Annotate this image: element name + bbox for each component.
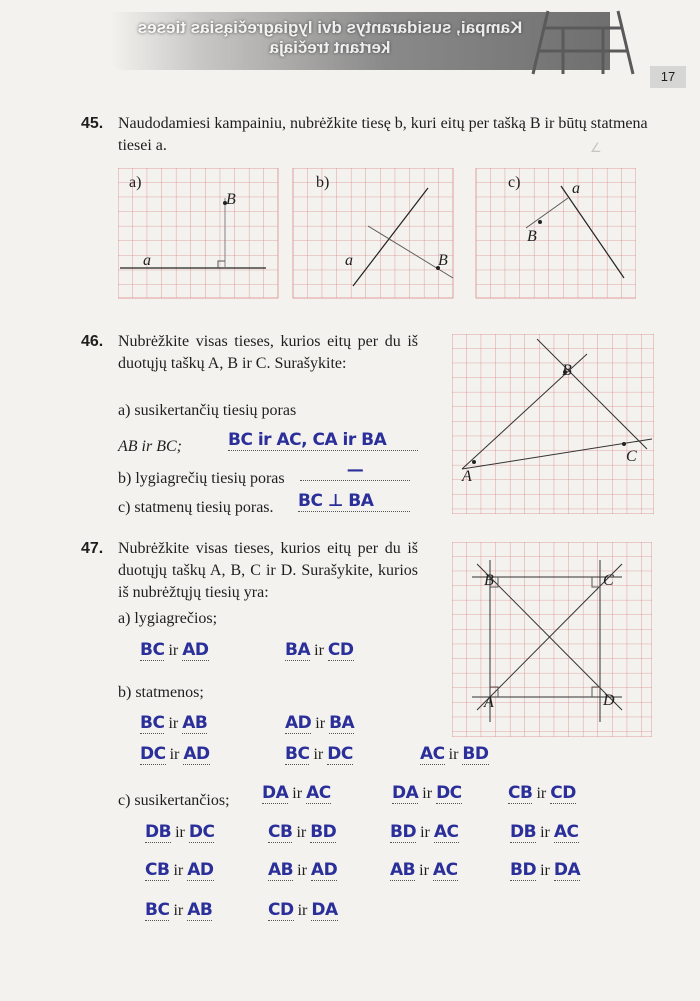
ex46-b-label: b) lygiagrečių tiesių poras [118, 470, 285, 487]
panel-c-point: B [527, 228, 537, 245]
answer-line-2: AD [187, 860, 214, 880]
intersecting-pair[interactable] [268, 822, 336, 844]
page-number: 17 [650, 66, 686, 88]
ex47-a-label: a) lygiagrečios; [118, 610, 218, 627]
ex46-a-given: AB ir BC; [118, 438, 182, 455]
ir-connector: ir [169, 902, 188, 919]
answer-line-1: BD [510, 860, 537, 880]
point-C: C [626, 448, 637, 465]
ir-connector: ir [536, 824, 554, 841]
answer-line-1: BC [140, 640, 165, 660]
ir-connector: ir [292, 824, 311, 841]
intersecting-pair[interactable] [510, 822, 579, 844]
exercise-text: Nubrėžkite visas tieses, kurios eitų per du iš duotųjų taškų A, B ir C. Surašykite: [118, 333, 418, 372]
answer-line-2: CD [550, 783, 576, 803]
exercise-number: 46. [81, 333, 104, 350]
chapter-title: Kampai, susidarantys dvi lygiagrečiąsias tieses kertant trečiaja [137, 18, 523, 57]
ex47-grid [452, 542, 652, 737]
answer-line-1: AD [285, 713, 312, 733]
point-D: D [603, 692, 615, 709]
exercise-number: 47. [81, 540, 104, 557]
ir-connector: ir [418, 785, 437, 802]
answer-line-1: DA [392, 783, 419, 803]
parallel-pair[interactable] [285, 640, 354, 662]
answer-line-2: DC [436, 783, 462, 803]
panel-c-label: c) [508, 174, 521, 191]
answer-line-1: BC [140, 713, 165, 733]
answer-line-1: CB [268, 822, 293, 842]
intersecting-pair[interactable] [268, 900, 338, 922]
bleed-through: ∠ [590, 140, 602, 155]
answer-line-1: DB [145, 822, 172, 842]
ir-connector: ir [444, 746, 463, 763]
ir-connector: ir [293, 862, 311, 879]
intersecting-pair[interactable] [145, 860, 214, 882]
exercise-text: Nubrėžkite visas tieses, kurios eitų per du iš duotųjų taškų A, B, C ir D. Surašykite, kurios iš nubrėžtųjų tiesių yra: [118, 540, 418, 601]
perpendicular-pair[interactable] [420, 744, 489, 766]
answer-line-1: CB [508, 783, 533, 803]
intersecting-pair[interactable] [268, 860, 337, 882]
panel-c-line: a [572, 180, 580, 197]
ir-connector: ir [293, 902, 312, 919]
ir-connector: ir [169, 862, 188, 879]
ir-connector: ir [536, 862, 554, 879]
answer-line-1: BC [285, 744, 310, 764]
ex46-grid [452, 334, 654, 514]
ir-connector: ir [164, 642, 183, 659]
ir-connector: ir [165, 746, 184, 763]
answer-line-2: BD [310, 822, 337, 842]
parallel-pair[interactable] [140, 640, 209, 662]
answer-line-2: AD [183, 744, 210, 764]
ir-connector: ir [416, 824, 434, 841]
ir-connector: ir [164, 715, 183, 732]
ir-connector: ir [311, 715, 330, 732]
intersecting-pair[interactable] [390, 860, 458, 882]
ladder-illustration [518, 6, 648, 76]
answer-line-2: DC [188, 822, 215, 842]
ex46-a-label: a) susikertančių tiesių poras [118, 402, 297, 419]
answer-line-1: BA [285, 640, 311, 660]
intersecting-pair[interactable] [390, 822, 459, 844]
answer-line-2: AB [187, 900, 213, 920]
ir-connector: ir [415, 862, 433, 879]
ex46-c-answer[interactable]: BC ⊥ BA [298, 491, 410, 512]
answer-line-2: AC [306, 783, 331, 803]
exercise-text: Naudodamiesi kampainiu, nubrėžkite tiesę b, kuri eitų per tašką B ir būtų statmena tiesei a. [118, 115, 648, 154]
point-B: B [562, 362, 572, 379]
ir-connector: ir [532, 785, 551, 802]
answer-line-1: DA [262, 783, 289, 803]
point-B: B [484, 572, 494, 589]
perpendicular-pair[interactable] [285, 744, 353, 766]
intersecting-pair[interactable] [145, 822, 214, 844]
panel-b-point: B [438, 252, 448, 269]
answer-line-2: AC [553, 822, 579, 842]
perpendicular-pair[interactable] [140, 744, 210, 766]
answer-line-2: BA [329, 713, 355, 733]
exercise-number: 45. [81, 115, 104, 132]
panel-a-point: B [226, 191, 236, 208]
answer-line-2: AD [182, 640, 209, 660]
point-A: A [462, 468, 472, 485]
perpendicular-pair[interactable] [285, 713, 354, 735]
grid-panel-a [118, 168, 278, 298]
panel-b-label: b) [316, 174, 330, 191]
intersecting-pair[interactable] [392, 783, 462, 805]
ir-connector: ir [309, 746, 328, 763]
grid-panel-c [476, 168, 636, 298]
point-A: A [484, 694, 494, 711]
point-C: C [603, 572, 614, 589]
ex46-b-answer[interactable]: — [300, 460, 410, 481]
panel-a-label: a) [129, 174, 142, 191]
answer-line-1: BC [145, 900, 170, 920]
ex46-a-answer[interactable]: BC ir AC, CA ir BA [228, 430, 418, 451]
answer-line-2: DC [327, 744, 353, 764]
ex47-c-label: c) susikertančios; [118, 792, 230, 809]
intersecting-pair[interactable] [262, 783, 331, 805]
answer-line-1: DC [140, 744, 166, 764]
answer-line-2: CD [327, 640, 354, 660]
panel-b-line: a [345, 252, 353, 269]
perpendicular-pair[interactable] [140, 713, 207, 735]
ir-connector: ir [310, 642, 328, 659]
answer-line-1: CD [268, 900, 294, 920]
panel-a-line: a [143, 252, 151, 269]
answer-line-1: AB [268, 860, 294, 880]
intersecting-pair[interactable] [508, 783, 576, 805]
answer-line-1: AC [420, 744, 445, 764]
ex47-b-label: b) statmenos; [118, 684, 204, 701]
answer-line-2: BD [462, 744, 489, 764]
answer-line-1: AB [390, 860, 416, 880]
answer-line-2: DA [311, 900, 338, 920]
intersecting-pair[interactable] [510, 860, 580, 882]
answer-line-2: AD [310, 860, 338, 880]
answer-line-2: DA [553, 860, 581, 880]
ex45-grids [118, 168, 636, 303]
intersecting-pair[interactable] [145, 900, 212, 922]
answer-line-2: AC [432, 860, 458, 880]
answer-line-1: DB [510, 822, 537, 842]
ex46-c-label: c) statmenų tiesių poras. [118, 499, 274, 516]
answer-line-1: BD [390, 822, 417, 842]
ir-connector: ir [288, 785, 307, 802]
answer-line-2: AC [433, 822, 459, 842]
ir-connector: ir [171, 824, 189, 841]
answer-line-1: CB [145, 860, 170, 880]
answer-line-2: AB [182, 713, 208, 733]
